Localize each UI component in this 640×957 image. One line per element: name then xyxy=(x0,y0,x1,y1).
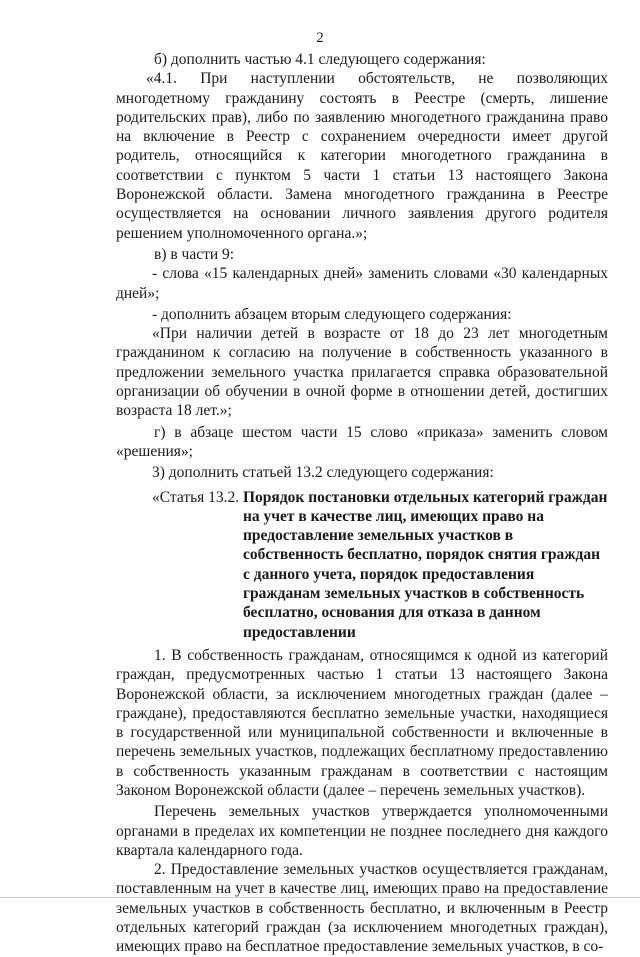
article-point-1-list: Перечень земельных участков утверждается уполномоченными органами в пределах их компетенции не позднее последнего дня каждого квартала календарного года. xyxy=(116,803,608,859)
amendment-b: б) дополнить частью 4.1 следующего содержания: xyxy=(154,51,486,68)
article-heading xyxy=(116,488,608,642)
amendment-g: г) в абзаце шестом части 15 слово «приказа» заменить словом «решения»; xyxy=(116,423,608,460)
article-label: «Статья 13.2. xyxy=(152,488,240,506)
article-point-1: 1. В собственность гражданам, относящимся к одной из категорий граждан, предусмотренных частью 1 статьи 13 настоящего Закона Воронежской области, за исключением многодетных граждан (далее – граждане), предоставляются бесплатно земельные участки, находящиеся в государственной или муниципальной собственности и включенные в перечень земельных участков, подлежащих бесплатному предоставлению в собственность указанным гражданам в соответствии с настоящим Законом Воронежской области (далее – перечень земельных участков). xyxy=(116,646,608,799)
amendment-v-add: - дополнить абзацем вторым следующего содержания: xyxy=(152,305,512,323)
article-point-2: 2. Предоставление земельных участков осуществляется гражданам, поставленным на учет в качестве лиц, имеющих право на предоставление земельных участков в собственность бесплатно, и включенным в Реестр отдельных категорий граждан (за исключением многодетных граждан), имеющих право на бесплатное предоставление земельных участков, в со- xyxy=(116,861,608,956)
document-body xyxy=(116,50,608,957)
amendment-v: в) в части 9: xyxy=(154,245,235,263)
paragraph-two-text: «При наличии детей в возрасте от 18 до 23 лет многодетным гражданином к согласию на получение в собственность указанного в предложении земельного участка прилагается справка образовательной организации об обучении в очной форме в отношении детей, достигших возраста 18 лет.»; xyxy=(116,325,608,420)
article-title: Порядок постановки отдельных категорий граждан на учет в качестве лиц, имеющих право на предоставление земельных участков в собственность бесплатно, порядок снятия граждан с данного учета, порядок предоставления гражданам земельных участков в собственность бесплатно, основания для отказа в данном предоставлении xyxy=(243,488,608,641)
page-number: 2 xyxy=(316,30,324,46)
amendment-v-words: - слова «15 календарных дней» заменить словами «30 календарных дней»; xyxy=(116,265,608,302)
amendment-3: 3) дополнить статьей 13.2 следующего содержания: xyxy=(152,464,494,482)
part-4-1-text: «4.1. При наступлении обстоятельств, не позволяющих многодетному гражданину состоять в Реестре (смерть, лишение родительских прав), либо по заявлению многодетного гражданина право на включение в Реестр с сохранением очередности имеет другой родитель, относящийся к категории многодетного гражданина в соответствии с пунктом 5 части 1 статьи 13 настоящего Закона Воронежской области. Замена многодетного гражданина в Реестре осуществляется на основании личного заявления другого родителя решением уполномоченного органа.»; xyxy=(116,70,608,242)
scan-edge-line xyxy=(0,897,640,898)
